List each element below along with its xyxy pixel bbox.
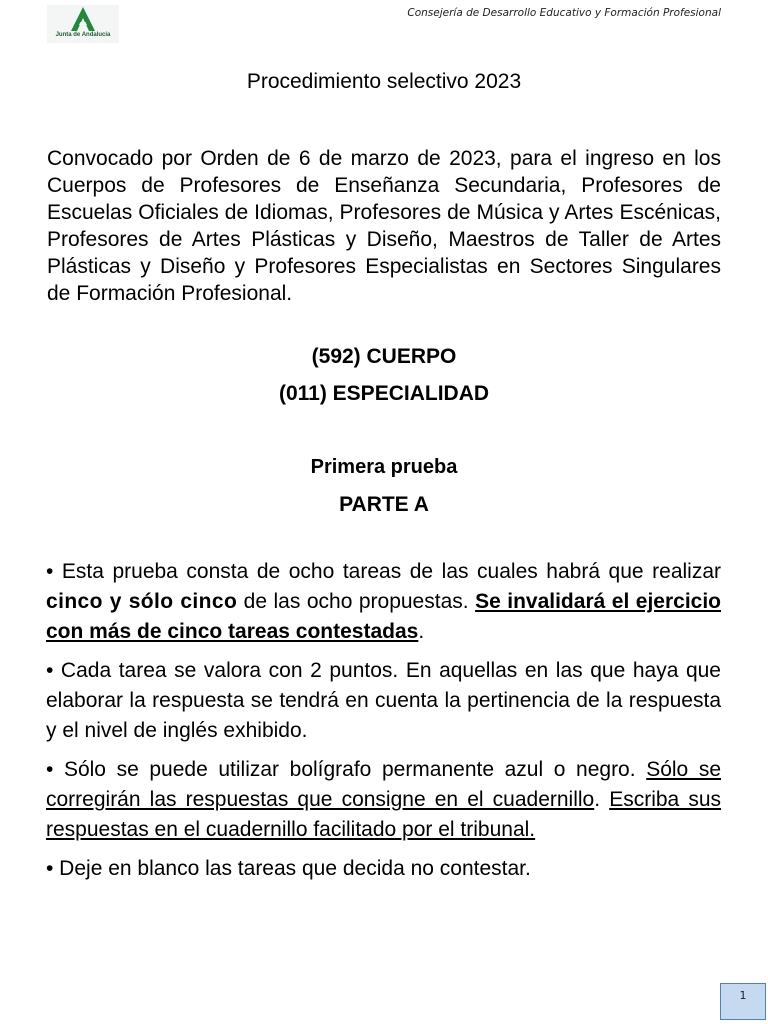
prueba-heading: Primera prueba [310, 456, 458, 478]
instruction-1 [46, 557, 721, 647]
department-header: Consejería de Desarrollo Educativo y Formación Profesional [407, 7, 721, 19]
instruction-4: • Deje en blanco las tareas que decida no contestar. [46, 857, 531, 880]
parte-heading: PARTE A [339, 493, 429, 516]
page-number: 1 [720, 983, 766, 1020]
cuerpo-heading: (592) CUERPO [311, 345, 457, 368]
instruction-1-warning: Se invalidará el ejercicio con más de cinco tareas contestadas [46, 590, 721, 643]
andalucia-a-icon [69, 7, 97, 31]
instruction-1-bold: cinco y sólo cinco [46, 590, 238, 613]
logo-caption: Junta de Andalucía [55, 32, 111, 38]
instruction-3-text: • Sólo se puede utilizar bolígrafo permanente azul o negro. [46, 758, 647, 781]
page-title: Procedimiento selectivo 2023 [246, 70, 522, 93]
instruction-3 [46, 755, 721, 845]
instruction-1-text: • Esta prueba consta de ocho tareas de las cuales habrá que realizar [46, 560, 721, 583]
especialidad-heading: (011) ESPECIALIDAD [278, 382, 490, 405]
instruction-1-text-2: de las ocho propuestas. [237, 590, 476, 613]
instruction-2: • Cada tarea se valora con 2 puntos. En aquellas en las que haya que elaborar la respuesta se tendrá en cuenta la pertinencia de la respuesta y el nivel de inglés exhibido. [46, 659, 721, 742]
instruction-3-underline-1: Sólo se corregirán las respuestas que consigne en el cuadernillo [46, 758, 721, 811]
instruction-3-underline-2: Escriba sus respuestas en el cuadernillo facilitado por el tribunal. [46, 788, 721, 841]
instruction-1-end: . [418, 620, 425, 643]
intro-paragraph: Convocado por Orden de 6 de marzo de 2023, para el ingreso en los Cuerpos de Profesores de Enseñanza Secundaria, Profesores de Escuelas Oficiales de Idiomas, Profesores de Música y Artes Escénicas, Profesores de Artes Plásticas y Diseño, Maestros de Taller de Artes Plásticas y Diseño y Profesores Especialistas en Sectores Singulares de Formación Profesional. [47, 147, 721, 305]
instruction-3-text-2: . [594, 788, 610, 811]
junta-andalucia-logo [47, 5, 119, 43]
